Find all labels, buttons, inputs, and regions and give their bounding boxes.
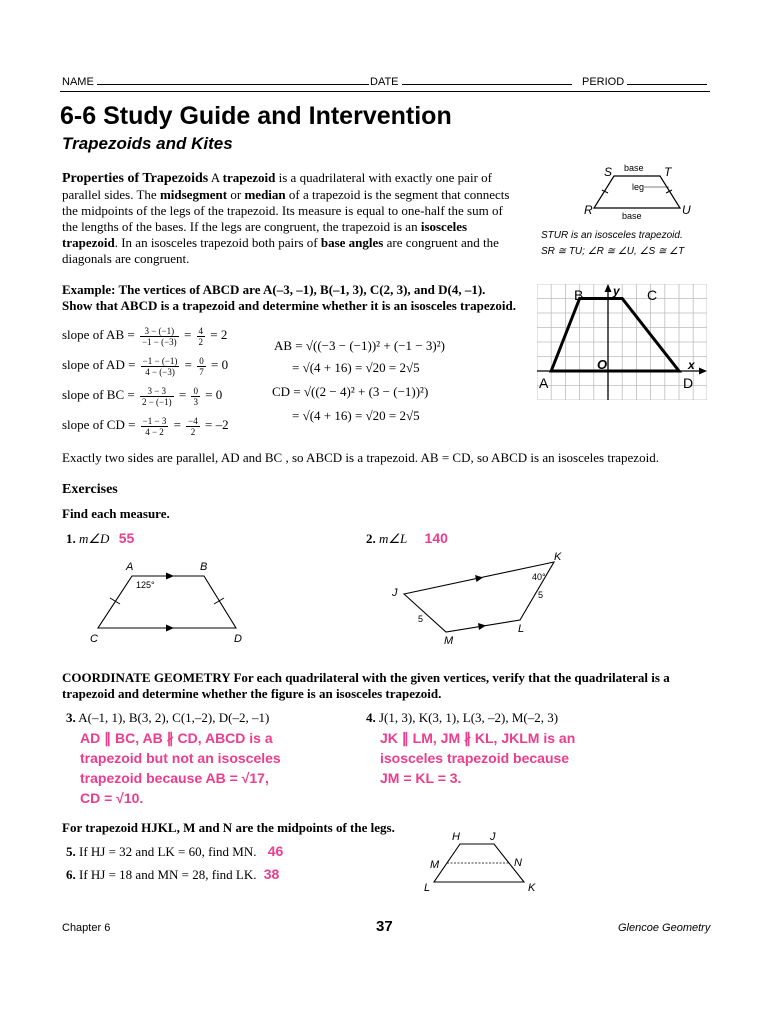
fig2-angle: 40° <box>532 572 546 582</box>
fig1-label-B: B <box>200 561 208 573</box>
find-each-measure: Find each measure. <box>62 506 170 521</box>
graph-label-y: y <box>613 284 620 298</box>
graph-label-D: D <box>683 375 694 391</box>
stur-caption-1: STUR is an isosceles trapezoid. <box>541 230 683 241</box>
properties-paragraph: Properties of Trapezoids A trapezoid is a quadrilateral with exactly one pair of parallel sides. The midsegment or median of a trapezoid is the segment that connects the midpoints of the legs of the trapezoid. Its measure is equal to one-half the sum of the lengths of the bases. If the legs are congruent, the trapezoid is an isosceles trapezoid. In an isosceles trapezoid both pairs of base angles are congruent and the diagonals are congruent. <box>62 170 510 266</box>
answer-1: 55 <box>118 530 135 546</box>
graph-label-O: O <box>597 357 608 372</box>
fig3-label-L: L <box>424 882 431 894</box>
hjkl-heading: For trapezoid HJKL, M and N are the midpoints of the legs. <box>62 820 395 835</box>
label-S: S <box>604 165 613 179</box>
page-subtitle: Trapezoids and Kites <box>62 134 233 153</box>
answer-2: 140 <box>424 530 448 546</box>
fig2-label-J: J <box>392 587 398 599</box>
ab-distance-1: AB = √((−3 − (−1))² + (−1 − 3)²) <box>274 338 445 353</box>
answer-4: JK ∥ LM, JM ∦ KL, JKLM is an isosceles trapezoid because JM = KL = 3. <box>380 730 576 786</box>
arrow-bottom <box>478 623 486 630</box>
example-line-2: Show that ABCD is a trapezoid and determine whether it is an isosceles trapezoid. <box>62 298 517 313</box>
slopes-block <box>62 320 229 440</box>
fig1-angle: 125° <box>136 580 155 590</box>
fig2-label-M: M <box>444 635 454 647</box>
fig2-label-K: K <box>554 551 562 563</box>
properties-heading: Properties of Trapezoids <box>62 171 209 186</box>
slope-AD: slope of AD = $\frac{-1 - (-1)}{4 - (-3)}$ = $\frac{0}{7}$ = 0 <box>62 355 229 377</box>
coordinate-graph <box>537 284 707 400</box>
example-line-1: Example: The vertices of ABCD are A(–3, –1), B(–1, 3), C(2, 3), and D(4, –1). <box>62 282 486 297</box>
tick-right <box>214 598 224 604</box>
period-field <box>582 74 707 88</box>
name-field <box>62 74 369 88</box>
date-field <box>370 74 572 88</box>
question-3: 3. A(–1, 1), B(3, 2), C(1,–2), D(–2, –1) <box>66 710 270 725</box>
stur-caption-2: SR ≅ TU; ∠R ≅ ∠U, ∠S ≅ ∠T <box>541 246 685 257</box>
figure-abcd <box>86 558 266 648</box>
x-axis-arrow <box>699 368 707 375</box>
cd-distance-1: CD = √((2 − 4)² + (3 − (−1))²) <box>272 384 429 399</box>
graph-label-x: x <box>688 358 695 372</box>
answer-6: 38 <box>263 866 280 882</box>
arrow-top <box>166 573 174 580</box>
fig1-label-A: A <box>126 561 134 573</box>
question-6: 6. If HJ = 18 and MN = 28, find LK. 38 <box>66 866 280 882</box>
y-axis-arrow <box>605 284 612 292</box>
answer-5: 46 <box>267 843 284 859</box>
label-T: T <box>664 165 672 179</box>
fig1-label-D: D <box>234 633 242 645</box>
question-5: 5. If HJ = 32 and LK = 60, find MN. 46 <box>66 843 284 859</box>
arrow-top <box>475 575 483 582</box>
fig3-label-N: N <box>514 857 522 869</box>
fig2-side-jm: 5 <box>418 614 424 624</box>
slope-CD: slope of CD = $\frac{-1 - 3}{4 - 2}$ = $\frac{-4}{2}$ = –2 <box>62 415 229 437</box>
footer-book: Glencoe Geometry <box>618 922 711 934</box>
stur-figure <box>584 160 704 222</box>
fig3-label-M: M <box>430 859 440 871</box>
arrow-bottom <box>166 625 174 632</box>
figure-hjkl <box>420 828 550 894</box>
name-label: NAME <box>62 76 94 88</box>
fig3-label-H: H <box>452 831 460 843</box>
coordinate-heading: COORDINATE GEOMETRY For each quadrilateral with the given vertices, verify that the quadrilateral is a trapezoid and determine whether the figure is an isosceles trapezoid. <box>62 670 670 701</box>
question-1: 1. m∠D 55 <box>66 530 135 546</box>
figure-jklm <box>386 550 576 650</box>
period-label: PERIOD <box>582 76 625 88</box>
fig3-label-K: K <box>528 882 536 894</box>
graph-label-C: C <box>647 287 658 303</box>
header-rule <box>60 91 710 92</box>
slope-AB: slope of AB = $\frac{3 - (-1)}{-1 - (-3)}$ = $\frac{4}{2}$ = 2 <box>62 325 228 347</box>
trapezoid-ABCD <box>551 299 679 372</box>
slope-BC: slope of BC = $\frac{3 - 3}{2 - (-1)}$ = $\frac{0}{3}$ = 0 <box>62 385 223 407</box>
fig2-label-L: L <box>518 623 525 635</box>
page-title: 6-6 Study Guide and Intervention <box>60 102 452 130</box>
label-R: R <box>584 203 593 217</box>
answer-3: AD ∥ BC, AB ∦ CD, ABCD is a trapezoid but not an isosceles trapezoid because AB = √17, CD = √10. <box>80 730 281 806</box>
fig3-label-J: J <box>490 831 496 843</box>
footer-chapter: Chapter 6 <box>62 922 111 934</box>
label-U: U <box>682 203 691 217</box>
footer-page-number: 37 <box>376 918 393 935</box>
question-4: 4. J(1, 3), K(3, 1), L(3, –2), M(–2, 3) <box>366 710 559 725</box>
ab-distance-2: = √(4 + 16) = √20 = 2√5 <box>292 360 420 375</box>
label-leg: leg <box>632 182 645 192</box>
exercises-heading: Exercises <box>62 482 118 497</box>
date-label: DATE <box>370 76 399 88</box>
tick-left <box>110 598 120 604</box>
fig1-label-C: C <box>90 633 98 645</box>
label-base-top: base <box>624 163 644 173</box>
graph-label-B: B <box>574 287 584 303</box>
abcd-trapezoid <box>98 576 236 628</box>
question-2: 2. m∠L 140 <box>366 530 448 546</box>
label-base-bottom: base <box>622 211 642 221</box>
example-conclusion: Exactly two sides are parallel, AD and BC , so ABCD is a trapezoid. AB = CD, so ABCD is an isosceles trapezoid. <box>62 450 659 465</box>
cd-distance-2: = √(4 + 16) = √20 = 2√5 <box>292 408 420 423</box>
graph-label-A: A <box>539 375 549 391</box>
fig2-side-kl: 5 <box>538 590 544 600</box>
